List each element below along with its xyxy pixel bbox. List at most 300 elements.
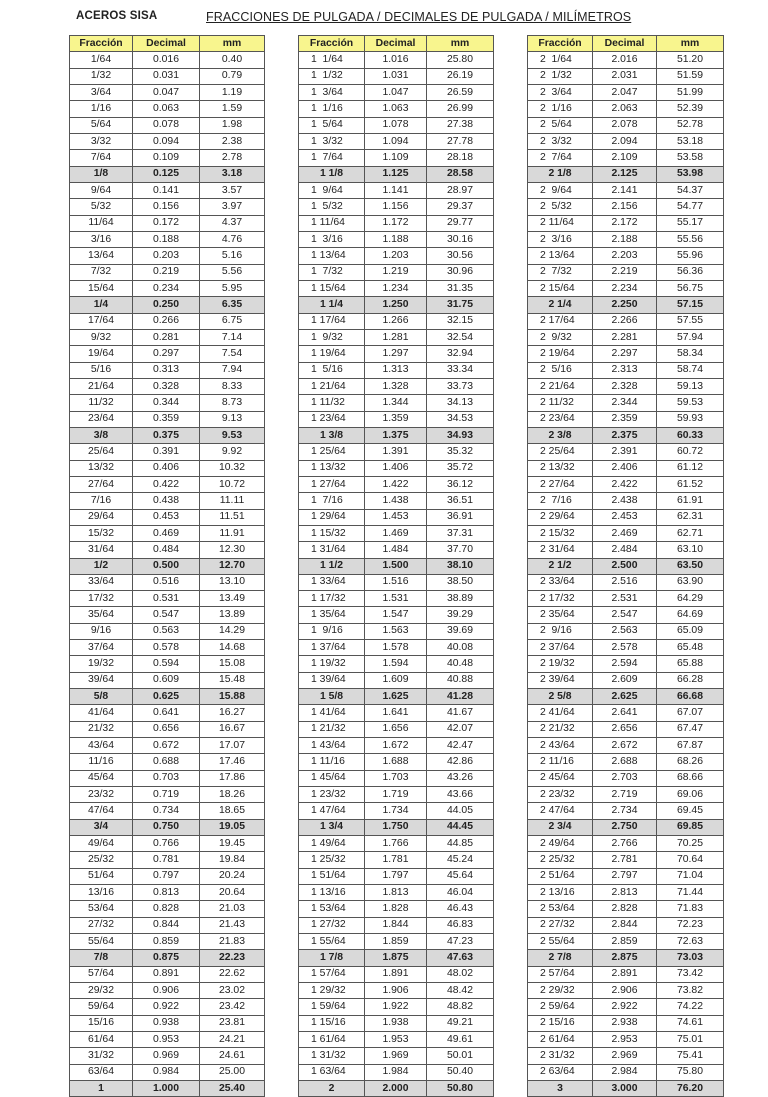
cell-fraction: 17/64 bbox=[70, 313, 133, 329]
cell-decimal: 2.109 bbox=[593, 150, 657, 166]
cell-fraction: 11/64 bbox=[70, 215, 133, 231]
cell-fraction: 2 43/64 bbox=[528, 738, 593, 754]
cell-mm: 15.88 bbox=[200, 689, 265, 705]
cell-mm: 30.56 bbox=[427, 248, 494, 264]
cell-mm: 22.23 bbox=[200, 950, 265, 966]
cell-decimal: 0.359 bbox=[133, 411, 200, 427]
table-row bbox=[299, 476, 494, 492]
table-row bbox=[70, 983, 265, 999]
table-row bbox=[299, 378, 494, 394]
cell-mm: 66.68 bbox=[657, 689, 724, 705]
cell-fraction: 1 15/32 bbox=[299, 525, 365, 541]
cell-fraction: 2 3/64 bbox=[528, 84, 593, 100]
cell-mm: 39.69 bbox=[427, 623, 494, 639]
cell-decimal: 1.844 bbox=[365, 917, 427, 933]
cell-decimal: 2.031 bbox=[593, 68, 657, 84]
cell-decimal: 2.438 bbox=[593, 493, 657, 509]
cell-mm: 18.65 bbox=[200, 803, 265, 819]
cell-mm: 53.58 bbox=[657, 150, 724, 166]
table-row bbox=[528, 917, 724, 933]
cell-mm: 6.35 bbox=[200, 297, 265, 313]
cell-decimal: 0.828 bbox=[133, 901, 200, 917]
cell-fraction: 1 63/64 bbox=[299, 1064, 365, 1080]
table-row bbox=[528, 1032, 724, 1048]
table-row bbox=[299, 444, 494, 460]
cell-decimal: 0.422 bbox=[133, 476, 200, 492]
cell-decimal: 0.078 bbox=[133, 117, 200, 133]
cell-mm: 75.80 bbox=[657, 1064, 724, 1080]
cell-fraction: 1 9/16 bbox=[299, 623, 365, 639]
cell-fraction: 2 17/64 bbox=[528, 313, 593, 329]
cell-fraction: 1/32 bbox=[70, 68, 133, 84]
cell-mm: 55.96 bbox=[657, 248, 724, 264]
cell-mm: 65.88 bbox=[657, 656, 724, 672]
cell-decimal: 2.063 bbox=[593, 101, 657, 117]
table-row bbox=[528, 84, 724, 100]
header-decimal: Decimal bbox=[365, 36, 427, 52]
cell-decimal: 2.813 bbox=[593, 885, 657, 901]
cell-decimal: 1.813 bbox=[365, 885, 427, 901]
cell-fraction: 19/64 bbox=[70, 346, 133, 362]
cell-fraction: 1 57/64 bbox=[299, 966, 365, 982]
table-row bbox=[299, 101, 494, 117]
cell-mm: 56.36 bbox=[657, 264, 724, 280]
cell-fraction: 63/64 bbox=[70, 1064, 133, 1080]
table-row bbox=[299, 150, 494, 166]
cell-decimal: 1.016 bbox=[365, 52, 427, 68]
cell-fraction: 35/64 bbox=[70, 607, 133, 623]
table-row bbox=[528, 934, 724, 950]
cell-fraction: 1 31/64 bbox=[299, 542, 365, 558]
cell-fraction: 1 55/64 bbox=[299, 934, 365, 950]
cell-mm: 53.98 bbox=[657, 166, 724, 182]
cell-mm: 42.86 bbox=[427, 754, 494, 770]
cell-decimal: 0.109 bbox=[133, 150, 200, 166]
cell-decimal: 1.359 bbox=[365, 411, 427, 427]
cell-mm: 29.77 bbox=[427, 215, 494, 231]
cell-mm: 7.54 bbox=[200, 346, 265, 362]
cell-decimal: 2.328 bbox=[593, 378, 657, 394]
cell-decimal: 0.844 bbox=[133, 917, 200, 933]
cell-fraction: 15/32 bbox=[70, 525, 133, 541]
cell-mm: 59.13 bbox=[657, 378, 724, 394]
cell-decimal: 1.406 bbox=[365, 460, 427, 476]
cell-decimal: 2.641 bbox=[593, 705, 657, 721]
conversion-table-1-2 bbox=[298, 35, 494, 1097]
table-row bbox=[528, 607, 724, 623]
cell-fraction: 2 21/32 bbox=[528, 721, 593, 737]
cell-decimal: 1.188 bbox=[365, 231, 427, 247]
table-row bbox=[70, 787, 265, 803]
cell-fraction: 2 11/64 bbox=[528, 215, 593, 231]
cell-mm: 13.89 bbox=[200, 607, 265, 623]
cell-fraction: 1 29/64 bbox=[299, 509, 365, 525]
cell-decimal: 2.094 bbox=[593, 133, 657, 149]
table-row bbox=[70, 493, 265, 509]
cell-fraction: 1/16 bbox=[70, 101, 133, 117]
cell-fraction: 2 55/64 bbox=[528, 934, 593, 950]
cell-fraction: 15/16 bbox=[70, 1015, 133, 1031]
cell-decimal: 1.109 bbox=[365, 150, 427, 166]
cell-fraction: 1 11/16 bbox=[299, 754, 365, 770]
cell-decimal: 1.984 bbox=[365, 1064, 427, 1080]
cell-decimal: 1.375 bbox=[365, 427, 427, 443]
table-row bbox=[299, 885, 494, 901]
cell-fraction: 2 41/64 bbox=[528, 705, 593, 721]
table-header-row bbox=[528, 36, 724, 52]
cell-mm: 13.10 bbox=[200, 574, 265, 590]
cell-decimal: 0.719 bbox=[133, 787, 200, 803]
table-row bbox=[528, 558, 724, 574]
table-row bbox=[299, 689, 494, 705]
cell-mm: 50.40 bbox=[427, 1064, 494, 1080]
cell-decimal: 2.344 bbox=[593, 395, 657, 411]
cell-decimal: 0.313 bbox=[133, 362, 200, 378]
cell-decimal: 0.578 bbox=[133, 640, 200, 656]
table-row bbox=[299, 754, 494, 770]
cell-mm: 17.86 bbox=[200, 770, 265, 786]
table-row bbox=[528, 444, 724, 460]
cell-decimal: 2.984 bbox=[593, 1064, 657, 1080]
cell-fraction: 2 31/32 bbox=[528, 1048, 593, 1064]
cell-mm: 3.97 bbox=[200, 199, 265, 215]
cell-fraction: 1 47/64 bbox=[299, 803, 365, 819]
cell-mm: 69.06 bbox=[657, 787, 724, 803]
cell-fraction: 1 35/64 bbox=[299, 607, 365, 623]
cell-fraction: 2 1/2 bbox=[528, 558, 593, 574]
table-row bbox=[299, 836, 494, 852]
cell-mm: 31.75 bbox=[427, 297, 494, 313]
cell-fraction: 2 1/8 bbox=[528, 166, 593, 182]
cell-fraction: 1 49/64 bbox=[299, 836, 365, 852]
cell-decimal: 2.531 bbox=[593, 591, 657, 607]
table-row bbox=[299, 460, 494, 476]
cell-decimal: 0.938 bbox=[133, 1015, 200, 1031]
cell-fraction: 1 27/32 bbox=[299, 917, 365, 933]
cell-mm: 45.24 bbox=[427, 852, 494, 868]
cell-fraction: 2 1/32 bbox=[528, 68, 593, 84]
table-row bbox=[299, 1032, 494, 1048]
cell-fraction: 1 11/32 bbox=[299, 395, 365, 411]
cell-decimal: 0.266 bbox=[133, 313, 200, 329]
table-row bbox=[70, 558, 265, 574]
cell-decimal: 2.578 bbox=[593, 640, 657, 656]
table-row bbox=[528, 787, 724, 803]
cell-fraction: 3/64 bbox=[70, 84, 133, 100]
table-row bbox=[70, 362, 265, 378]
cell-mm: 48.82 bbox=[427, 999, 494, 1015]
cell-mm: 70.64 bbox=[657, 852, 724, 868]
cell-decimal: 0.672 bbox=[133, 738, 200, 754]
table-row bbox=[70, 84, 265, 100]
cell-decimal: 2.125 bbox=[593, 166, 657, 182]
table-row bbox=[528, 52, 724, 68]
table-row bbox=[299, 313, 494, 329]
cell-mm: 25.80 bbox=[427, 52, 494, 68]
table-row bbox=[528, 297, 724, 313]
cell-fraction: 1 27/64 bbox=[299, 476, 365, 492]
table-row bbox=[528, 983, 724, 999]
cell-fraction: 27/32 bbox=[70, 917, 133, 933]
table-row bbox=[299, 1048, 494, 1064]
table-row bbox=[528, 411, 724, 427]
cell-fraction: 21/32 bbox=[70, 721, 133, 737]
cell-mm: 61.52 bbox=[657, 476, 724, 492]
cell-mm: 71.83 bbox=[657, 901, 724, 917]
cell-fraction: 41/64 bbox=[70, 705, 133, 721]
cell-mm: 29.37 bbox=[427, 199, 494, 215]
table-row bbox=[70, 656, 265, 672]
cell-mm: 15.08 bbox=[200, 656, 265, 672]
table-row bbox=[528, 509, 724, 525]
cell-decimal: 2.172 bbox=[593, 215, 657, 231]
cell-fraction: 13/64 bbox=[70, 248, 133, 264]
cell-decimal: 1.797 bbox=[365, 868, 427, 884]
cell-fraction: 13/32 bbox=[70, 460, 133, 476]
cell-mm: 47.63 bbox=[427, 950, 494, 966]
cell-fraction: 1/8 bbox=[70, 166, 133, 182]
table-row bbox=[70, 427, 265, 443]
cell-mm: 40.08 bbox=[427, 640, 494, 656]
table-row bbox=[70, 1064, 265, 1080]
cell-fraction: 43/64 bbox=[70, 738, 133, 754]
table-row bbox=[528, 166, 724, 182]
table-row bbox=[299, 542, 494, 558]
cell-mm: 1.98 bbox=[200, 117, 265, 133]
cell-decimal: 0.406 bbox=[133, 460, 200, 476]
cell-decimal: 0.063 bbox=[133, 101, 200, 117]
cell-decimal: 1.203 bbox=[365, 248, 427, 264]
cell-fraction: 1 25/64 bbox=[299, 444, 365, 460]
cell-mm: 0.40 bbox=[200, 52, 265, 68]
cell-mm: 36.91 bbox=[427, 509, 494, 525]
cell-fraction: 1 7/64 bbox=[299, 150, 365, 166]
cell-fraction: 1 3/64 bbox=[299, 84, 365, 100]
cell-mm: 36.12 bbox=[427, 476, 494, 492]
cell-decimal: 2.313 bbox=[593, 362, 657, 378]
cell-mm: 59.53 bbox=[657, 395, 724, 411]
cell-decimal: 0.031 bbox=[133, 68, 200, 84]
table-row bbox=[299, 770, 494, 786]
table-row bbox=[528, 231, 724, 247]
table-row bbox=[299, 705, 494, 721]
brand-name: ACEROS SISA bbox=[76, 10, 158, 22]
cell-decimal: 0.344 bbox=[133, 395, 200, 411]
cell-mm: 23.42 bbox=[200, 999, 265, 1015]
cell-mm: 24.21 bbox=[200, 1032, 265, 1048]
cell-fraction: 1 21/64 bbox=[299, 378, 365, 394]
cell-mm: 5.16 bbox=[200, 248, 265, 264]
cell-decimal: 0.281 bbox=[133, 329, 200, 345]
cell-fraction: 2 59/64 bbox=[528, 999, 593, 1015]
cell-mm: 58.74 bbox=[657, 362, 724, 378]
cell-decimal: 1.125 bbox=[365, 166, 427, 182]
table-row bbox=[528, 705, 724, 721]
cell-mm: 12.70 bbox=[200, 558, 265, 574]
cell-mm: 35.32 bbox=[427, 444, 494, 460]
cell-mm: 13.49 bbox=[200, 591, 265, 607]
cell-fraction: 2 53/64 bbox=[528, 901, 593, 917]
cell-mm: 10.72 bbox=[200, 476, 265, 492]
cell-fraction: 2 47/64 bbox=[528, 803, 593, 819]
table-row bbox=[70, 1048, 265, 1064]
cell-fraction: 1 43/64 bbox=[299, 738, 365, 754]
cell-fraction: 2 11/32 bbox=[528, 395, 593, 411]
cell-mm: 54.77 bbox=[657, 199, 724, 215]
cell-decimal: 0.766 bbox=[133, 836, 200, 852]
cell-fraction: 11/32 bbox=[70, 395, 133, 411]
cell-decimal: 2.297 bbox=[593, 346, 657, 362]
cell-fraction: 2 35/64 bbox=[528, 607, 593, 623]
cell-fraction: 1 37/64 bbox=[299, 640, 365, 656]
cell-decimal: 0.125 bbox=[133, 166, 200, 182]
cell-mm: 56.75 bbox=[657, 280, 724, 296]
table-row bbox=[299, 1064, 494, 1080]
table-row bbox=[299, 362, 494, 378]
cell-decimal: 1.219 bbox=[365, 264, 427, 280]
cell-fraction: 1 17/64 bbox=[299, 313, 365, 329]
cell-mm: 61.91 bbox=[657, 493, 724, 509]
cell-decimal: 1.094 bbox=[365, 133, 427, 149]
cell-decimal: 2.234 bbox=[593, 280, 657, 296]
cell-mm: 74.61 bbox=[657, 1015, 724, 1031]
cell-mm: 68.26 bbox=[657, 754, 724, 770]
cell-mm: 10.32 bbox=[200, 460, 265, 476]
cell-mm: 69.85 bbox=[657, 819, 724, 835]
cell-fraction: 9/32 bbox=[70, 329, 133, 345]
table-row bbox=[528, 427, 724, 443]
table-row bbox=[528, 542, 724, 558]
cell-decimal: 0.906 bbox=[133, 983, 200, 999]
cell-fraction: 1 bbox=[70, 1081, 133, 1097]
cell-mm: 11.91 bbox=[200, 525, 265, 541]
table-row bbox=[528, 329, 724, 345]
cell-fraction: 2 3/16 bbox=[528, 231, 593, 247]
cell-decimal: 1.438 bbox=[365, 493, 427, 509]
cell-fraction: 45/64 bbox=[70, 770, 133, 786]
cell-mm: 62.71 bbox=[657, 525, 724, 541]
cell-fraction: 2 7/8 bbox=[528, 950, 593, 966]
table-row bbox=[70, 623, 265, 639]
table-row bbox=[528, 280, 724, 296]
cell-fraction: 1 59/64 bbox=[299, 999, 365, 1015]
cell-fraction: 59/64 bbox=[70, 999, 133, 1015]
cell-mm: 55.17 bbox=[657, 215, 724, 231]
cell-decimal: 0.609 bbox=[133, 672, 200, 688]
cell-decimal: 2.859 bbox=[593, 934, 657, 950]
cell-decimal: 2.625 bbox=[593, 689, 657, 705]
cell-fraction: 2 25/32 bbox=[528, 852, 593, 868]
cell-mm: 26.59 bbox=[427, 84, 494, 100]
cell-decimal: 1.609 bbox=[365, 672, 427, 688]
cell-fraction: 5/64 bbox=[70, 117, 133, 133]
cell-fraction: 61/64 bbox=[70, 1032, 133, 1048]
cell-fraction: 1 29/32 bbox=[299, 983, 365, 999]
table-row bbox=[299, 787, 494, 803]
header-fraccion: Fracción bbox=[299, 36, 365, 52]
table-row bbox=[70, 868, 265, 884]
table-row bbox=[299, 215, 494, 231]
table-row bbox=[299, 819, 494, 835]
cell-decimal: 2.781 bbox=[593, 852, 657, 868]
table-row bbox=[70, 689, 265, 705]
table-row bbox=[528, 199, 724, 215]
table-row bbox=[528, 395, 724, 411]
cell-mm: 32.94 bbox=[427, 346, 494, 362]
cell-mm: 15.48 bbox=[200, 672, 265, 688]
table-row bbox=[299, 591, 494, 607]
cell-fraction: 2 27/32 bbox=[528, 917, 593, 933]
cell-fraction: 2 13/16 bbox=[528, 885, 593, 901]
cell-fraction: 1 7/32 bbox=[299, 264, 365, 280]
table-row bbox=[70, 476, 265, 492]
cell-fraction: 1 19/64 bbox=[299, 346, 365, 362]
table-row bbox=[528, 885, 724, 901]
cell-fraction: 2 57/64 bbox=[528, 966, 593, 982]
table-row bbox=[299, 199, 494, 215]
cell-decimal: 1.531 bbox=[365, 591, 427, 607]
cell-mm: 7.94 bbox=[200, 362, 265, 378]
table-row bbox=[528, 738, 724, 754]
cell-decimal: 2.844 bbox=[593, 917, 657, 933]
cell-fraction: 25/64 bbox=[70, 444, 133, 460]
header-decimal: Decimal bbox=[133, 36, 200, 52]
cell-decimal: 1.859 bbox=[365, 934, 427, 950]
cell-mm: 9.92 bbox=[200, 444, 265, 460]
cell-fraction: 2 7/64 bbox=[528, 150, 593, 166]
table-row bbox=[528, 346, 724, 362]
cell-fraction: 19/32 bbox=[70, 656, 133, 672]
cell-decimal: 1.875 bbox=[365, 950, 427, 966]
cell-fraction: 1 53/64 bbox=[299, 901, 365, 917]
cell-mm: 19.84 bbox=[200, 852, 265, 868]
table-row bbox=[528, 378, 724, 394]
cell-decimal: 1.031 bbox=[365, 68, 427, 84]
cell-mm: 37.70 bbox=[427, 542, 494, 558]
table-row bbox=[528, 525, 724, 541]
cell-decimal: 1.469 bbox=[365, 525, 427, 541]
cell-decimal: 3.000 bbox=[593, 1081, 657, 1097]
cell-decimal: 0.453 bbox=[133, 509, 200, 525]
cell-mm: 59.93 bbox=[657, 411, 724, 427]
cell-fraction: 2 61/64 bbox=[528, 1032, 593, 1048]
table-row bbox=[70, 215, 265, 231]
cell-decimal: 2.391 bbox=[593, 444, 657, 460]
table-row bbox=[528, 362, 724, 378]
table-row bbox=[70, 313, 265, 329]
cell-decimal: 1.891 bbox=[365, 966, 427, 982]
cell-mm: 47.23 bbox=[427, 934, 494, 950]
cell-decimal: 2.203 bbox=[593, 248, 657, 264]
table-row bbox=[70, 117, 265, 133]
cell-decimal: 1.344 bbox=[365, 395, 427, 411]
cell-fraction: 31/32 bbox=[70, 1048, 133, 1064]
cell-decimal: 1.938 bbox=[365, 1015, 427, 1031]
cell-mm: 65.09 bbox=[657, 623, 724, 639]
cell-decimal: 0.156 bbox=[133, 199, 200, 215]
table-row bbox=[299, 280, 494, 296]
cell-decimal: 2.406 bbox=[593, 460, 657, 476]
cell-fraction: 2 1/4 bbox=[528, 297, 593, 313]
cell-fraction: 2 9/32 bbox=[528, 329, 593, 345]
cell-decimal: 1.047 bbox=[365, 84, 427, 100]
table-row bbox=[70, 1032, 265, 1048]
cell-mm: 5.95 bbox=[200, 280, 265, 296]
table-row bbox=[70, 852, 265, 868]
table-row bbox=[299, 868, 494, 884]
cell-mm: 43.66 bbox=[427, 787, 494, 803]
table-row bbox=[528, 689, 724, 705]
